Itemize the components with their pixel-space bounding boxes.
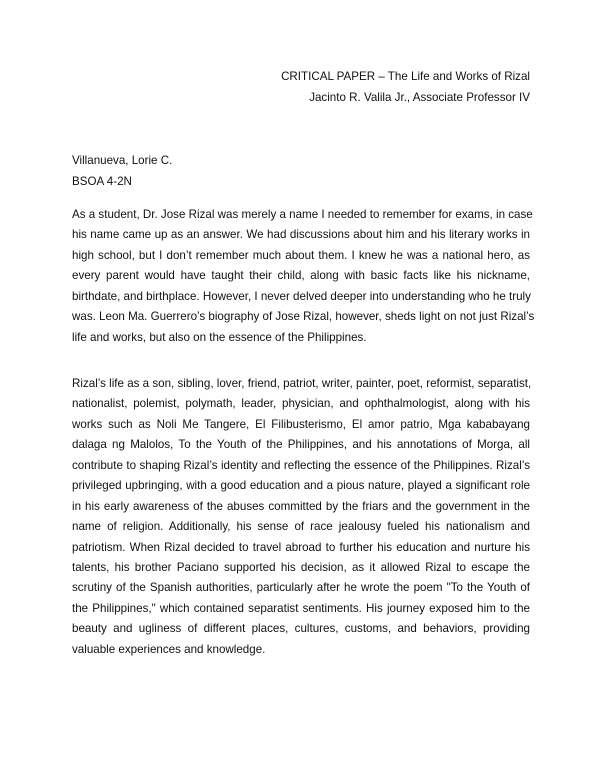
text-line: works such as Noli Me Tangere, El Filibusterismo, El amor patrio, Mga kababayang [72,417,530,431]
student-section: BSOA 4-2N [72,175,132,188]
text-line: valuable experiences and knowledge. [72,642,266,656]
paragraph-1 [72,205,535,348]
text-line: name of religion. Additionally, his sense of race jealousy fueled his nationalism and [72,520,530,534]
text-line: dalaga ng Malolos, To the Youth of the Philippines, and his annotations of Morga, all [72,438,530,452]
text-line: scrutiny of the Spanish authorities, particularly after he wrote the poem "To the Youth of [72,581,530,595]
text-line: birthdate, and birthplace. However, I never delved deeper into understanding who he truly [72,289,531,303]
text-line: contribute to shaping Rizal’s identity and reflecting the essence of the Philippines. Rizal’s [72,458,530,472]
text-line: privileged upbringing, with a good education and a pious nature, played a significant role [72,479,530,493]
paper-title: CRITICAL PAPER – The Life and Works of Rizal [281,70,530,83]
text-line: in his early awareness of the abuses committed by the friars and the government in the [72,499,530,513]
paragraph-2 [72,374,530,660]
text-line: high school, but I don’t remember much about them. I knew he was a national hero, as [72,248,530,262]
text-line: his name came up as an answer. We had discussions about him and his literary works in [72,228,530,242]
text-line: was. Leon Ma. Guerrero’s biography of Jose Rizal, however, sheds light on not just Rizal’s [72,310,535,324]
text-line: life and works, but also on the essence of the Philippines. [72,330,367,344]
instructor-name: Jacinto R. Valila Jr., Associate Professor IV [309,91,530,104]
text-line: patriotism. When Rizal decided to travel abroad to further his education and nurture his [72,540,530,554]
text-line: every parent would have taught their child, along with basic facts like his nickname, [72,269,530,283]
text-line: the Philippines," which contained separatist sentiments. His journey exposed him to the [72,601,530,615]
text-line: As a student, Dr. Jose Rizal was merely a name I needed to remember for exams, in case [72,208,533,221]
text-line: beauty and ugliness of different places, cultures, customs, and behaviors, providing [72,622,530,636]
text-line: Rizal’s life as a son, sibling, lover, friend, patriot, writer, painter, poet, reformist, separatist, [72,377,532,390]
text-line: nationalist, polemist, polymath, leader, physician, and ophthalmologist, along with his [72,397,530,411]
text-line: talents, his brother Paciano supported his decision, as it allowed Rizal to escape the [72,560,530,574]
student-name: Villanueva, Lorie C. [72,154,173,167]
